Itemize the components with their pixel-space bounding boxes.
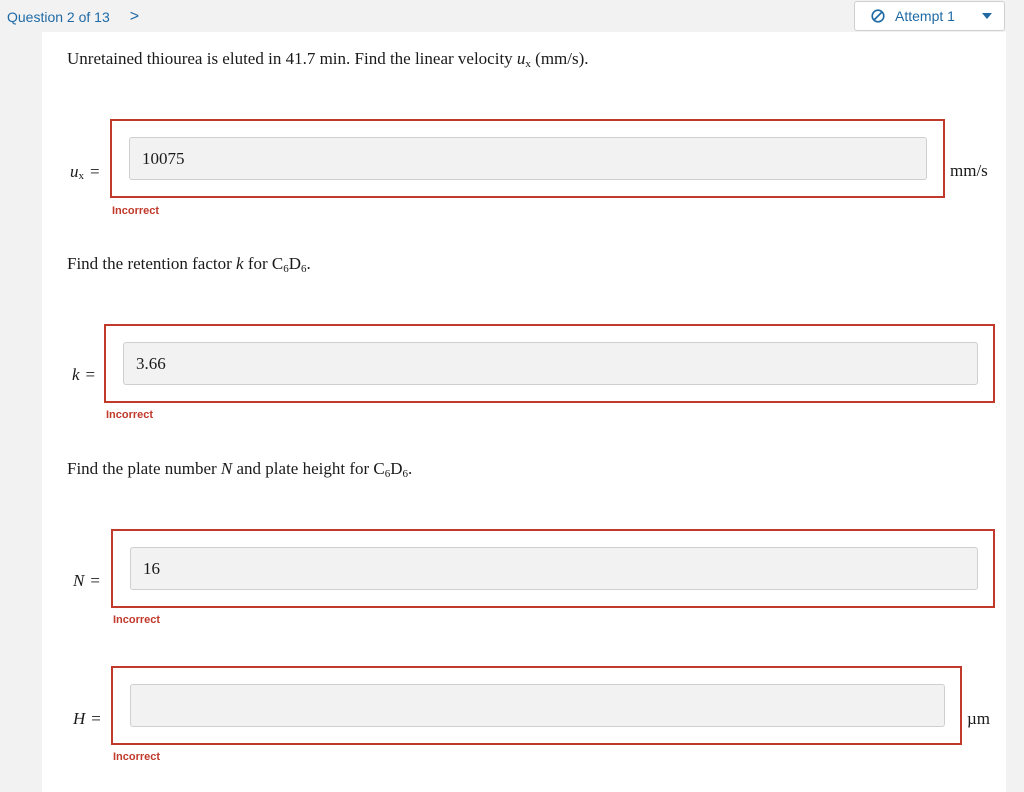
unit-label-mms: mm/s xyxy=(950,161,988,180)
equals-sign: = xyxy=(85,365,96,384)
prohibited-circle-icon xyxy=(871,9,885,23)
prompt-text: Find the retention factor xyxy=(67,254,237,273)
prompt-tail: (mm/s). xyxy=(530,49,589,68)
prompt-tail: . xyxy=(408,459,413,478)
prompt-subscript: x xyxy=(525,58,531,70)
equals-sign: = xyxy=(91,709,101,728)
prompt-text: Find the plate number xyxy=(67,459,221,478)
prompt-subscript: 6 xyxy=(301,263,307,275)
question-prompt-velocity xyxy=(67,49,589,70)
answer-input-n[interactable] xyxy=(130,547,978,590)
answer-label-h xyxy=(73,709,101,729)
question-prompt-retention xyxy=(67,254,311,275)
label-subscript: x xyxy=(78,170,84,182)
prompt-subscript: 6 xyxy=(384,468,391,480)
answer-label-n xyxy=(73,571,100,591)
answer-input-k[interactable] xyxy=(123,342,978,385)
label-variable: N xyxy=(73,571,85,590)
question-prompt-plate xyxy=(67,459,412,480)
answer-label-k xyxy=(72,365,95,385)
prompt-variable: k xyxy=(236,254,244,273)
prompt-middle: D xyxy=(288,254,302,273)
feedback-incorrect-ux: Incorrect xyxy=(112,205,160,217)
prompt-middle: and plate height for C xyxy=(232,459,385,478)
label-variable: u xyxy=(70,162,79,181)
feedback-incorrect-k: Incorrect xyxy=(106,409,154,421)
prompt-middle: for C xyxy=(243,254,284,273)
answer-wrapper-k xyxy=(104,324,995,403)
top-bar xyxy=(0,0,1024,34)
unit-label-um: µm xyxy=(967,709,991,728)
prompt-variable: u xyxy=(516,49,526,68)
answer-label-ux xyxy=(70,162,100,182)
prompt-text: Unretained thiourea is eluted in 41.7 min. Find the linear velocity xyxy=(67,49,517,68)
attempt-dropdown[interactable] xyxy=(854,1,1005,31)
feedback-incorrect-h: Incorrect xyxy=(113,751,161,763)
answer-wrapper-h xyxy=(111,666,962,745)
answer-wrapper-n xyxy=(111,529,995,608)
answer-input-ux[interactable] xyxy=(129,137,927,180)
next-question-chevron-icon[interactable]: > xyxy=(129,8,140,25)
feedback-incorrect-n: Incorrect xyxy=(113,614,161,626)
label-variable: k xyxy=(72,365,80,384)
prompt-subscript: 6 xyxy=(283,263,289,275)
prompt-variable: N xyxy=(220,459,233,478)
caret-down-icon xyxy=(982,13,992,21)
answer-input-h[interactable] xyxy=(130,684,945,727)
question-navigation xyxy=(7,8,139,26)
question-panel xyxy=(42,32,1006,792)
prompt-subscript: 6 xyxy=(402,468,409,480)
equals-sign: = xyxy=(90,571,100,590)
answer-wrapper-ux xyxy=(110,119,945,198)
question-counter[interactable]: Question 2 of 13 xyxy=(7,9,110,25)
attempt-label: Attempt 1 xyxy=(895,8,955,24)
equals-sign: = xyxy=(90,162,100,181)
label-variable: H xyxy=(73,709,86,728)
prompt-tail: . xyxy=(306,254,311,273)
prompt-middle: D xyxy=(390,459,403,478)
